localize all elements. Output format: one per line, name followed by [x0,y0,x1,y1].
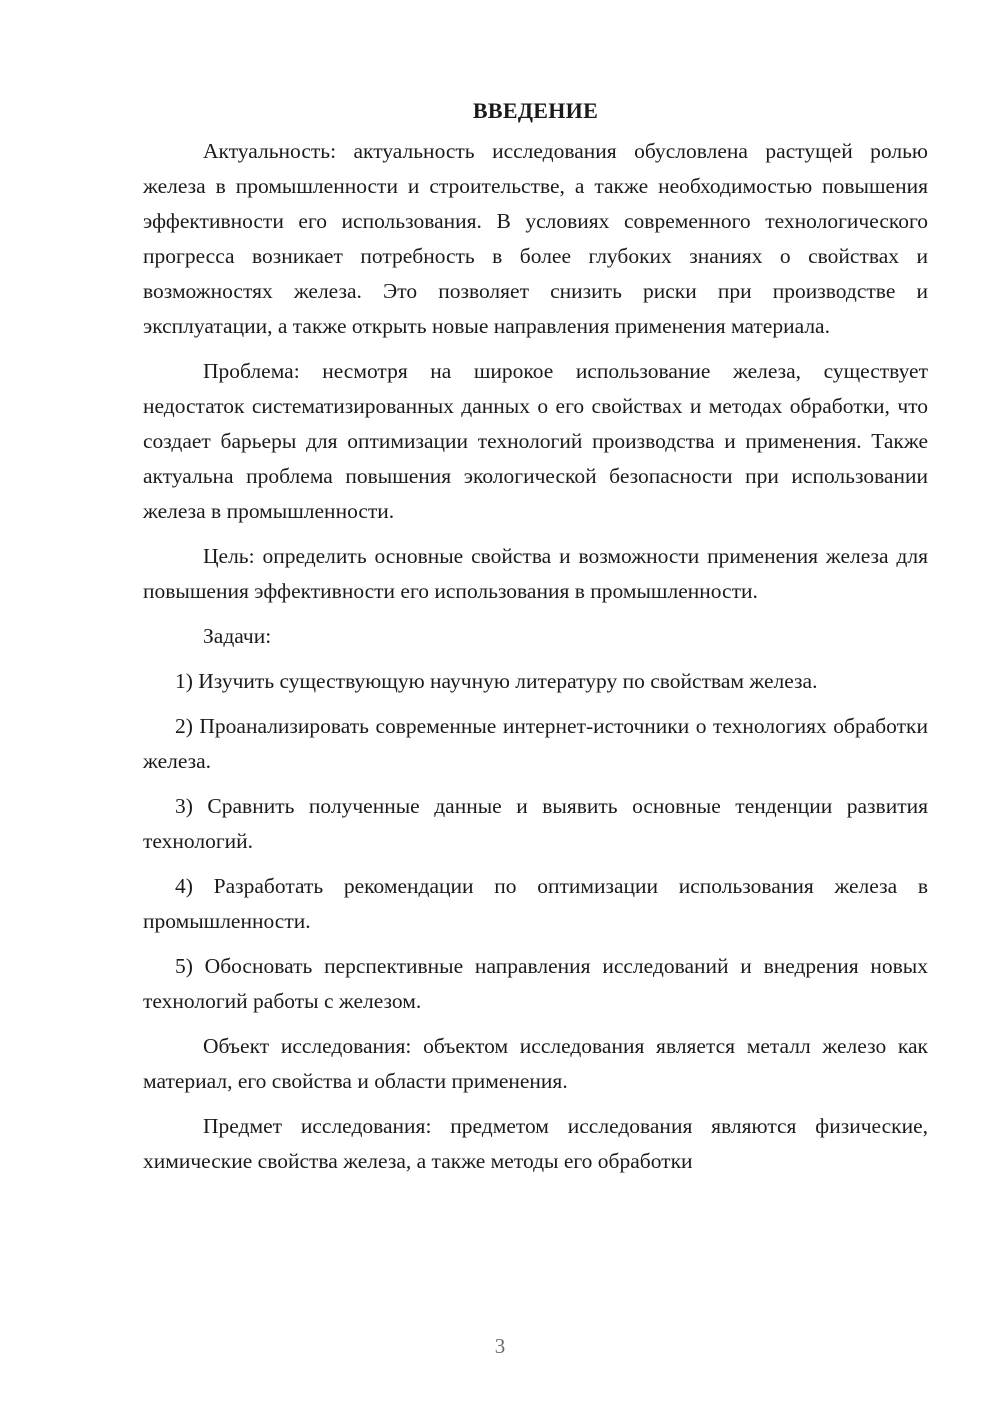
task-item-2: 2) Проанализировать современные интернет-источники о технологиях обработки железа. [143,714,928,773]
problem-paragraph: Проблема: несмотря на широкое использование железа, существует недостаток систематизированных данных о его свойствах и методах обработки, что создает барьеры для оптимизации технологий производства и применения. Также актуальна проблема повышения экологической безопасности при использовании железа в промышленности. [143,359,928,523]
tasks-heading: Задачи: [203,624,272,648]
task-item-1: 1) Изучить существующую научную литературу по свойствам железа. [175,669,818,693]
task-item-3: 3) Сравнить полученные данные и выявить основные тенденции развития технологий. [143,794,928,853]
page-number: 3 [494,1334,506,1358]
document-page [143,96,928,1189]
task-item-4: 4) Разработать рекомендации по оптимизации использования железа в промышленности. [143,874,928,933]
object-paragraph: Объект исследования: объектом исследования является металл железо как материал, его свойства и области применения. [143,1034,928,1093]
task-item-5: 5) Обосновать перспективные направления исследований и внедрения новых технологий работы с железом. [143,954,928,1013]
subject-paragraph: Предмет исследования: предметом исследования являются физические, химические свойства железа, а также методы его обработки [143,1114,928,1173]
goal-paragraph: Цель: определить основные свойства и возможности применения железа для повышения эффективности его использования в промышленности. [143,544,928,603]
section-heading: ВВЕДЕНИЕ [472,98,599,123]
relevance-paragraph: Актуальность: актуальность исследования обусловлена растущей ролью железа в промышленности и строительстве, а также необходимостью повышения эффективности его использования. В условиях современного технологического прогресса возникает потребность в более глубоких знаниях о свойствах и возможностях железа. Это позволяет снизить риски при производстве и эксплуатации, а также открыть новые направления применения материала. [143,139,928,338]
